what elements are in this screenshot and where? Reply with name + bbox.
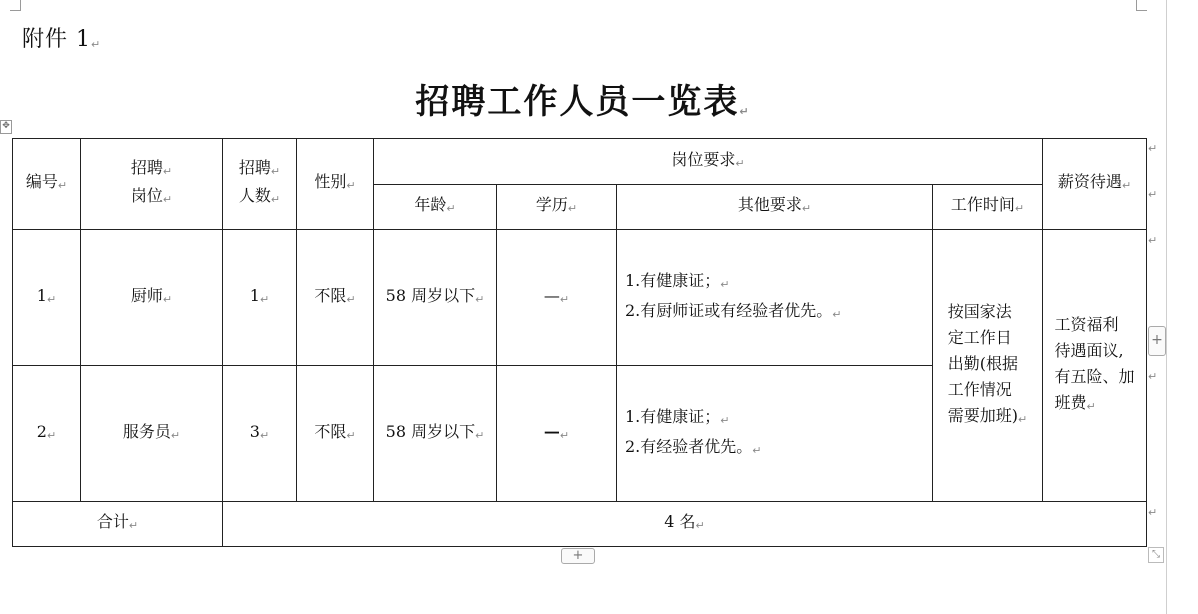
cell-gender: 不限↵ [297,366,374,502]
cell-number: 2↵ [13,366,81,502]
page-corner-mark-left [10,0,21,11]
cell-education: —↵ [497,366,617,502]
cell-position: 厨师↵ [81,230,223,366]
header-age: 年龄↵ [374,185,497,230]
document-title: 招聘工作人员一览表↵ [415,82,751,122]
header-row-top [13,139,1147,185]
header-position: 招聘↵ 岗位↵ [81,139,223,230]
header-education: 学历↵ [497,185,617,230]
row-end-mark: ↵ [1148,370,1158,383]
header-count: 招聘↵ 人数↵ [223,139,297,230]
header-other: 其他要求↵ [617,185,933,230]
row-end-mark: ↵ [1148,142,1158,155]
cell-count: 3↵ [223,366,297,502]
cell-gender: 不限↵ [297,230,374,366]
cell-education: —↵ [497,230,617,366]
row-end-mark: ↵ [1148,234,1158,247]
cell-number: 1↵ [13,230,81,366]
header-number: 编号↵ [13,139,81,230]
cell-other-requirements: 1.有健康证；↵ 2.有经验者优先。↵ [617,366,933,502]
table-move-handle-icon[interactable]: ✥ [0,120,12,134]
table-row [13,230,1147,366]
cell-age: 58 周岁以下↵ [374,230,497,366]
annex-label: 附件 1↵ [22,27,102,52]
cell-age: 58 周岁以下↵ [374,366,497,502]
header-salary: 薪资待遇↵ [1043,139,1147,230]
total-row [13,502,1147,547]
total-label: 合计↵ [13,502,223,547]
header-requirements: 岗位要求↵ [374,139,1043,185]
row-end-mark: ↵ [1148,188,1158,201]
paragraph-mark-icon: ↵ [739,105,751,118]
paragraph-mark-icon: ↵ [91,38,102,51]
cell-position: 服务员↵ [81,366,223,502]
table-resize-handle-icon[interactable]: ⤡ [1148,547,1164,563]
total-value: 4 名↵ [223,502,1147,547]
cell-count: 1↵ [223,230,297,366]
cell-work-time: 按国家法 定工作日 出勤(根据 工作情况 需要加班)↵ [933,230,1043,502]
add-column-button[interactable]: + [1148,326,1166,356]
header-work-time: 工作时间↵ [933,185,1043,230]
add-row-button[interactable]: + [561,548,595,564]
page-margin-guide [1166,0,1167,614]
cell-other-requirements: 1.有健康证；↵ 2.有厨师证或有经验者优先。↵ [617,230,933,366]
cell-salary: 工资福利 待遇面议, 有五险、加 班费↵ [1043,230,1147,502]
header-gender: 性别↵ [297,139,374,230]
recruitment-table [12,138,1147,547]
page-corner-mark-right [1136,0,1147,11]
row-end-mark: ↵ [1148,506,1158,519]
